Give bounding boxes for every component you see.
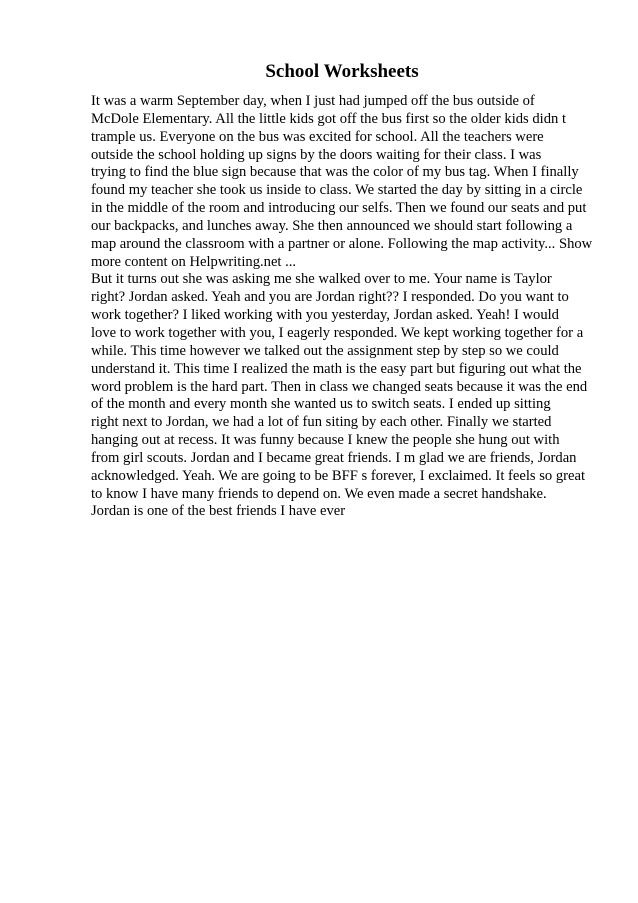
text-line: while. This time however we talked out the assignment step by step so we could — [91, 342, 559, 359]
text-line: our backpacks, and lunches away. She then announced we should start following a — [91, 217, 573, 234]
text-line: It was a warm September day, when I just had jumped off the bus outside of — [91, 93, 535, 109]
text-line: understand it. This time I realized the math is the easy part but figuring out what the — [91, 360, 582, 377]
body-text — [91, 93, 611, 521]
text-line: found my teacher she took us inside to class. We started the day by sitting in a circle — [91, 182, 583, 199]
text-line: love to work together with you, I eagerly responded. We kept working together for a — [91, 324, 584, 341]
text-line: to know I have many friends to depend on. We even made a secret handshake. — [91, 485, 547, 502]
text-line: map around the classroom with a partner or alone. Following the map activity... Show — [91, 235, 593, 252]
text-line: work together? I liked working with you yesterday, Jordan asked. Yeah! I would — [91, 307, 559, 324]
page-title: School Worksheets — [265, 61, 419, 82]
text-line: But it turns out she was asking me she walked over to me. Your name is Taylor — [91, 271, 552, 288]
text-line: right? Jordan asked. Yeah and you are Jordan right?? I responded. Do you want to — [91, 289, 569, 306]
text-line: more content on Helpwriting.net ... — [91, 253, 297, 270]
text-line: word problem is the hard part. Then in class we changed seats because it was the end — [91, 378, 588, 395]
text-line: in the middle of the room and introducing our selfs. Then we found our seats and put — [91, 200, 587, 217]
text-line: trample us. Everyone on the bus was excited for school. All the teachers were — [91, 128, 544, 145]
text-line: from girl scouts. Jordan and I became great friends. I m glad we are friends, Jordan — [91, 449, 577, 466]
text-line: right next to Jordan, we had a lot of fun siting by each other. Finally we started — [91, 414, 552, 431]
text-line: of the month and every month she wanted us to switch seats. I ended up sitting — [91, 396, 551, 413]
text-line: McDole Elementary. All the little kids got off the bus first so the older kids didn t — [91, 110, 567, 127]
text-line: Jordan is one of the best friends I have ever — [91, 503, 346, 520]
text-line: trying to find the blue sign because that was the color of my bus tag. When I finally — [91, 164, 579, 181]
text-line: hanging out at recess. It was funny because I knew the people she hung out with — [91, 432, 560, 449]
text-line: outside the school holding up signs by the doors waiting for their class. I was — [91, 146, 542, 163]
text-line: acknowledged. Yeah. We are going to be BFF s forever, I exclaimed. It feels so great — [91, 467, 586, 484]
